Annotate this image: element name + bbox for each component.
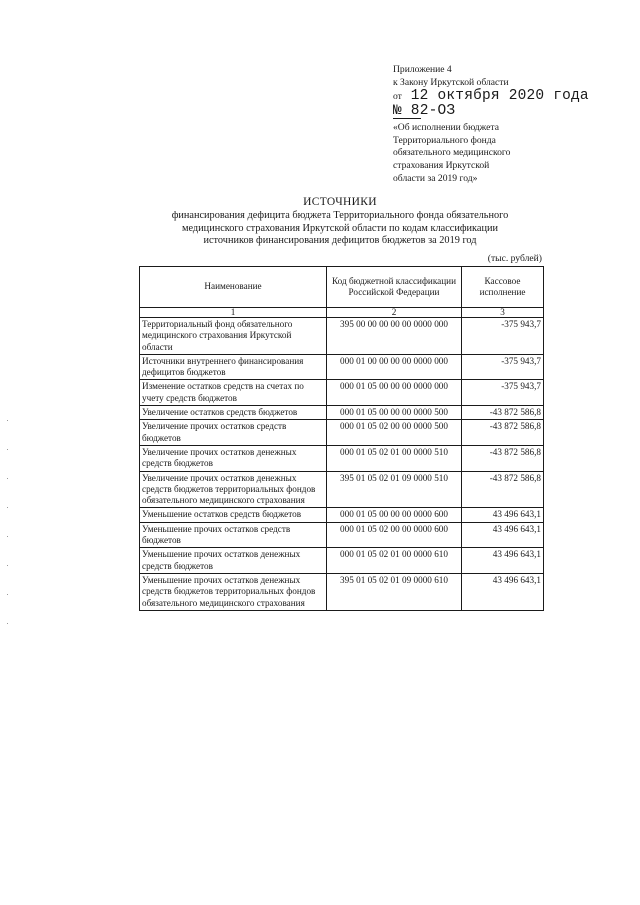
law-title-line: «Об исполнении бюджета	[393, 122, 499, 134]
units-label: (тыс. рублей)	[487, 253, 542, 264]
row-code: 000 01 05 02 00 00 0000 500	[327, 420, 462, 446]
row-value: -43 872 586,8	[462, 420, 544, 446]
row-code: 000 01 05 00 00 00 0000 500	[327, 406, 462, 420]
appendix-date-prefix: от	[393, 91, 402, 103]
appendix-block	[393, 64, 633, 185]
row-value: 43 496 643,1	[462, 508, 544, 522]
table-row	[140, 445, 544, 471]
law-title-line: Территориального фонда	[393, 134, 496, 146]
row-name: Источники внутреннего финансирования дефицитов бюджетов	[140, 354, 327, 380]
row-value: -375 943,7	[462, 380, 544, 406]
row-code: 395 01 05 02 01 09 0000 510	[327, 471, 462, 508]
row-value: 43 496 643,1	[462, 573, 544, 610]
table-row	[140, 508, 544, 522]
row-value: -43 872 586,8	[462, 406, 544, 420]
table-row	[140, 573, 544, 610]
appendix-line-2: к Закону Иркутской области	[393, 76, 509, 88]
row-name: Увеличение прочих остатков денежных средств бюджетов	[140, 445, 327, 471]
column-number-row	[140, 308, 544, 318]
table-row	[140, 522, 544, 548]
row-name: Уменьшение прочих остатков средств бюджетов	[140, 522, 327, 548]
sources-table	[139, 266, 544, 611]
title-heading: ИСТОЧНИКИ	[303, 196, 377, 208]
row-code: 000 01 05 02 00 00 0000 600	[327, 522, 462, 548]
law-title-line: обязательного медицинского	[393, 147, 511, 159]
title-line: медицинского страхования Иркутской области по кодам классификации	[181, 222, 498, 234]
table-row	[140, 471, 544, 508]
row-value: -375 943,7	[462, 354, 544, 380]
table-row	[140, 380, 544, 406]
row-name: Увеличение прочих остатков денежных средств бюджетов территориальных фондов обязательного медицинского страхования	[140, 471, 327, 508]
appendix-law-title	[393, 122, 633, 185]
title-line: финансирования дефицита бюджета Территориального фонда обязательного	[171, 209, 509, 221]
title-line: источников финансирования дефицитов бюджетов за 2019 год	[203, 235, 477, 247]
table-row	[140, 354, 544, 380]
appendix-number: № 82-ОЗ	[393, 103, 456, 120]
header-value: Кассовое исполнение	[462, 267, 544, 308]
row-value: -43 872 586,8	[462, 445, 544, 471]
table-row	[140, 420, 544, 446]
row-value: 43 496 643,1	[462, 522, 544, 548]
appendix-date: 12 октября 2020 года	[410, 88, 589, 105]
row-code: 000 01 05 02 01 00 0000 610	[327, 548, 462, 574]
header-name: Наименование	[140, 267, 327, 308]
column-number: 2	[327, 308, 462, 318]
column-number: 3	[462, 308, 544, 318]
row-code: 000 01 05 00 00 00 0000 600	[327, 508, 462, 522]
row-name: Уменьшение прочих остатков денежных средств бюджетов территориальных фондов обязательного медицинского страхования	[140, 573, 327, 610]
row-name: Уменьшение прочих остатков денежных средств бюджетов	[140, 548, 327, 574]
row-code: 395 01 05 02 01 09 0000 610	[327, 573, 462, 610]
row-value: 43 496 643,1	[462, 548, 544, 574]
header-code: Код бюджетной классификации Российской Федерации	[327, 267, 462, 308]
table-row	[140, 548, 544, 574]
row-name: Увеличение прочих остатков средств бюджетов	[140, 420, 327, 446]
table-row	[140, 318, 544, 355]
row-name: Территориальный фонд обязательного медицинского страхования Иркутской области	[140, 318, 327, 355]
table-header-row	[140, 267, 544, 308]
row-name: Уменьшение остатков средств бюджетов	[140, 508, 327, 522]
scan-margin-specks	[7, 420, 9, 652]
table-row	[140, 406, 544, 420]
row-name: Увеличение остатков средств бюджетов	[140, 406, 327, 420]
row-code: 000 01 05 02 01 00 0000 510	[327, 445, 462, 471]
row-code: 395 00 00 00 00 00 0000 000	[327, 318, 462, 355]
row-code: 000 01 05 00 00 00 0000 000	[327, 380, 462, 406]
law-title-line: области за 2019 год»	[393, 172, 478, 184]
row-value: -43 872 586,8	[462, 471, 544, 508]
document-title	[150, 196, 530, 248]
appendix-line-1: Приложение 4	[393, 64, 452, 75]
row-name: Изменение остатков средств на счетах по учету средств бюджетов	[140, 380, 327, 406]
law-title-line: страхования Иркутской	[393, 159, 490, 171]
row-value: -375 943,7	[462, 318, 544, 355]
appendix-date-line	[393, 89, 633, 104]
column-number: 1	[140, 308, 327, 318]
row-code: 000 01 00 00 00 00 0000 000	[327, 354, 462, 380]
